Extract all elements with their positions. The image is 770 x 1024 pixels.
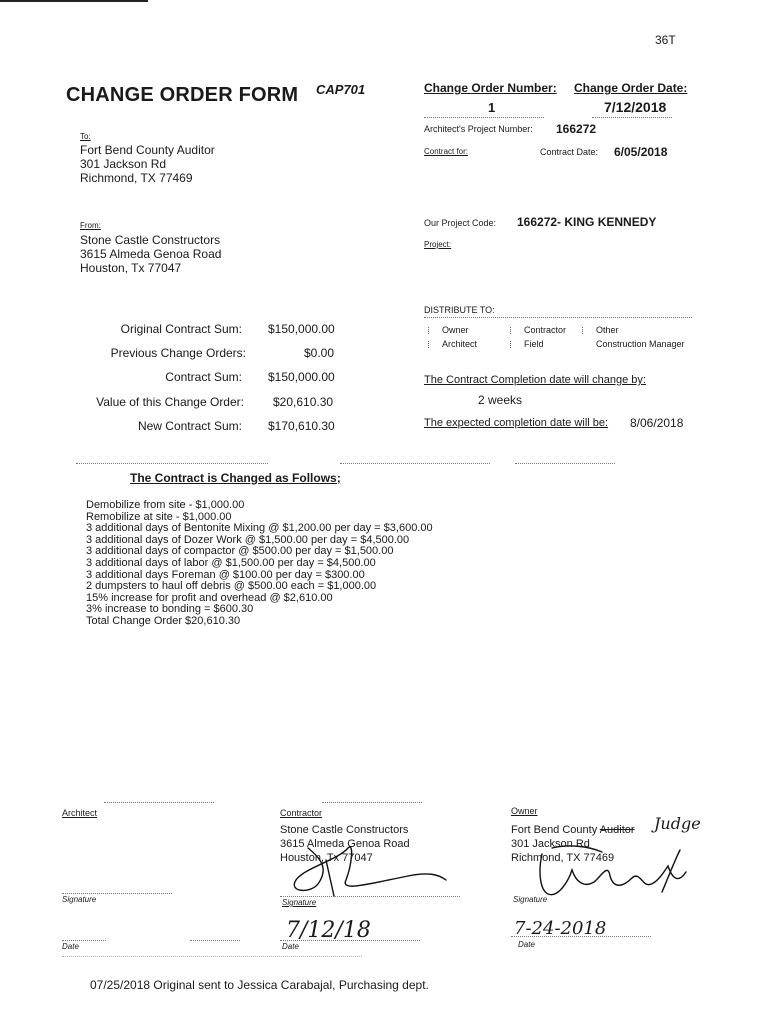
owner-date-label: Date (518, 940, 535, 949)
contract-date: 6/05/2018 (614, 145, 668, 159)
our-project-code: 166272- KING KENNEDY (517, 215, 657, 229)
divider (280, 896, 460, 897)
change-order-number-label: Change Order Number: (424, 81, 557, 95)
change-items (86, 500, 433, 628)
footer-note: 07/25/2018 Original sent to Jessica Carabajal, Purchasing dept. (90, 978, 429, 992)
change-item: 3 additional days of labor @ $1,500.00 per day = $4,500.00 (86, 556, 376, 569)
divider (515, 463, 615, 464)
form-title: CHANGE ORDER FORM (66, 84, 299, 106)
change-item: Demobilize from site - $1,000.00 (86, 499, 245, 511)
change-item: 3 additional days Foreman @ $100.00 per day = $300.00 (86, 568, 365, 581)
contractor-line: 3615 Almeda Genoa Road (280, 838, 410, 850)
project-label: Project: (424, 240, 452, 249)
contract-for-label: Contract for: (424, 147, 469, 156)
contractor-date-label: Date (282, 942, 299, 951)
architect-project-number: 166272 (556, 122, 597, 136)
divider (76, 463, 268, 464)
checkbox (428, 327, 436, 334)
contractor-signature (268, 840, 468, 900)
from-line: Houston, Tx 77047 (80, 261, 182, 275)
from-line: 3615 Almeda Genoa Road (80, 247, 222, 261)
form-code: CAP701 (316, 82, 366, 97)
to-address (80, 143, 215, 185)
change-order-number: 1 (488, 100, 496, 115)
distribute-construction-manager: Construction Manager (596, 339, 685, 349)
divider (62, 940, 106, 941)
sum-label: Original Contract Sum: (120, 322, 242, 336)
divider (592, 117, 672, 118)
change-item: Total Change Order $20,610.30 (86, 614, 241, 627)
architect-signature-label: Signature (62, 895, 97, 904)
owner-handwritten-title: Judge (654, 814, 701, 833)
change-item: 3 additional days of compactor @ $500.00 per day = $1,500.00 (86, 545, 394, 558)
to-line: Fort Bend County Auditor (80, 143, 215, 157)
sum-label: Contract Sum: (165, 370, 242, 384)
completion-change-value: 2 weeks (478, 393, 523, 407)
change-order-date-label: Change Order Date: (574, 81, 688, 95)
change-item: 3 additional days of Dozer Work @ $1,500.00 per day = $4,500.00 (86, 533, 410, 546)
checkbox (510, 341, 518, 348)
owner-signature (528, 842, 698, 900)
owner-strike-word: Auditor (599, 824, 635, 836)
from-line: Stone Castle Constructors (80, 233, 221, 247)
scan-edge-line (0, 0, 148, 2)
divider (322, 802, 422, 803)
checkbox (510, 327, 518, 334)
change-item: 3 additional days of Bentonite Mixing @ $1,200.00 per day = $3,600.00 (86, 522, 433, 535)
sum-value: $150,000.00 (268, 370, 335, 384)
changes-heading: The Contract is Changed as Follows; (130, 471, 341, 485)
contractor-line: Stone Castle Constructors (280, 824, 409, 836)
from-address (80, 233, 221, 275)
signature-stroke (294, 847, 446, 890)
distribute-contractor-label: Contractor (524, 325, 567, 335)
signature-stroke (326, 860, 334, 896)
contract-date-label: Contract Date: (540, 147, 599, 157)
owner-line: 301 Jackson Rd (511, 838, 590, 850)
contractor-date: 7/12/18 (286, 918, 371, 943)
divider (511, 936, 651, 937)
sum-value: $20,610.30 (273, 395, 334, 409)
owner-line: Richmond, TX 77469 (511, 852, 615, 864)
distribute-field-label: Field (524, 339, 544, 349)
completion-change-label: The Contract Completion date will change by: (424, 374, 646, 386)
owner-date: 7-24-2018 (514, 918, 607, 939)
distribute-owner (428, 325, 469, 335)
checkbox (582, 327, 590, 334)
divider (340, 463, 490, 464)
contractor-line: Houston, Tx 77047 (280, 852, 373, 864)
architect-date-label: Date (62, 942, 79, 951)
sum-value: $0.00 (303, 346, 334, 360)
change-item: 15% increase for profit and overhead @ $2,610.00 (86, 591, 333, 604)
divider (62, 893, 172, 894)
distribute-to-label: DISTRIBUTE TO: (424, 305, 495, 315)
distribute-architect-label: Architect (442, 339, 478, 349)
sum-value: $170,610.30 (268, 419, 335, 433)
our-project-code-label: Our Project Code: (424, 218, 497, 228)
owner-label: Owner (511, 806, 538, 816)
owner-line-1 (511, 823, 635, 837)
distribute-other-label: Other (596, 325, 619, 335)
distribute-field (510, 339, 544, 349)
sum-label: New Contract Sum: (137, 419, 242, 433)
contractor-label: Contractor (280, 808, 323, 818)
divider (424, 117, 544, 118)
divider (104, 802, 214, 803)
owner-signature-label: Signature (513, 895, 548, 904)
page-reference: 36T (655, 33, 676, 47)
expected-completion-date: 8/06/2018 (630, 416, 684, 430)
distribute-owner-label: Owner (442, 325, 469, 335)
owner-line: Fort Bend County (511, 824, 598, 836)
faint-divider (62, 956, 362, 957)
divider (190, 940, 240, 941)
distribute-contractor (510, 325, 566, 335)
change-item: 2 dumpsters to haul off debris @ $500.00 each = $1,000.00 (86, 580, 377, 593)
to-line: Richmond, TX 77469 (80, 171, 193, 185)
change-order-date: 7/12/2018 (604, 99, 667, 115)
distribute-architect (428, 339, 477, 349)
from-label: From: (80, 221, 101, 230)
to-line: 301 Jackson Rd (80, 157, 167, 171)
checkbox (428, 341, 436, 348)
distribute-other (582, 325, 619, 335)
sum-label: Value of this Change Order: (96, 395, 244, 409)
expected-completion-label: The expected completion date will be: (424, 417, 609, 429)
change-item: 3% increase to bonding = $600.30 (86, 603, 254, 616)
change-item: Remobilize at site - $1,000.00 (86, 510, 232, 523)
signature-stroke (552, 846, 602, 852)
to-label: To: (80, 132, 91, 141)
sum-label: Previous Change Orders: (110, 346, 246, 360)
sum-value: $150,000.00 (268, 322, 335, 336)
divider (280, 940, 420, 941)
divider (424, 317, 692, 318)
architect-label: Architect (62, 808, 98, 818)
contractor-signature-label: Signature (282, 898, 317, 907)
architect-project-number-label: Architect's Project Number: (424, 124, 533, 134)
